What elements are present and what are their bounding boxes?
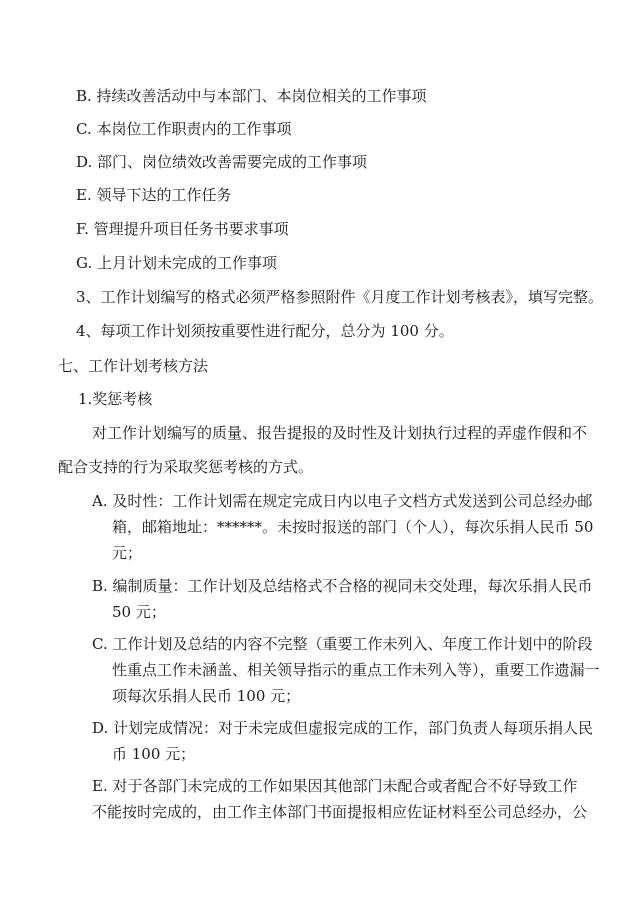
subsection-heading: 1.奖惩考核: [78, 390, 153, 408]
clause-d-cont: 币 100 元；: [112, 745, 196, 763]
clause-e-cont: 不能按时完成的，由工作主体部门书面提报相应佐证材料至公司总经办，公: [92, 803, 588, 821]
list-item-e: E. 领导下达的工作任务: [76, 186, 232, 204]
numbered-item-3: 3、工作计划编写的格式必须严格参照附件《月度工作计划考核表》，填写完整。: [76, 288, 604, 306]
list-item-d: D. 部门、岗位绩效改善需要完成的工作事项: [76, 153, 368, 171]
clause-e: E. 对于各部门未完成的工作如果因其他部门未配合或者配合不好导致工作: [92, 777, 578, 795]
numbered-item-4: 4、每项工作计划须按重要性进行配分，总分为 100 分。: [76, 322, 454, 340]
paragraph-line: 对工作计划编写的质量、报告提报的及时性及计划执行过程的弄虚作假和不: [92, 424, 588, 442]
section-heading: 七、工作计划考核方法: [58, 357, 209, 375]
paragraph-line: 配合支持的行为采取奖惩考核的方式。: [58, 458, 314, 476]
clause-a-cont: 元；: [112, 544, 143, 562]
clause-a: A. 及时性：工作计划需在规定完成日内以电子文档方式发送到公司总经办邮: [92, 492, 593, 510]
clause-d: D. 计划完成情况：对于未完成但虚报完成的工作，部门负责人每项乐捐人民: [92, 719, 594, 737]
list-item-c: C. 本岗位工作职责内的工作事项: [76, 120, 292, 138]
clause-c-cont: 性重点工作未涵盖、相关领导指示的重点工作未列入等），重要工作遗漏一: [112, 661, 600, 679]
clause-b-cont: 50 元；: [112, 603, 166, 621]
list-item-f: F. 管理提升项目任务书要求事项: [76, 220, 289, 238]
list-item-b: B. 持续改善活动中与本部门、本岗位相关的工作事项: [76, 87, 427, 105]
clause-a-cont: 箱，邮箱地址：******。未按时报送的部门（个人），每次乐捐人民币 50: [112, 518, 594, 536]
clause-b: B. 编制质量：工作计划及总结格式不合格的视同未交处理，每次乐捐人民币: [92, 577, 593, 595]
clause-c-cont: 项每次乐捐人民币 100 元；: [112, 687, 301, 705]
list-item-g: G. 上月计划未完成的工作事项: [76, 254, 277, 272]
clause-c: C. 工作计划及总结的内容不完整（重要工作未列入、年度工作计划中的阶段: [92, 635, 593, 653]
